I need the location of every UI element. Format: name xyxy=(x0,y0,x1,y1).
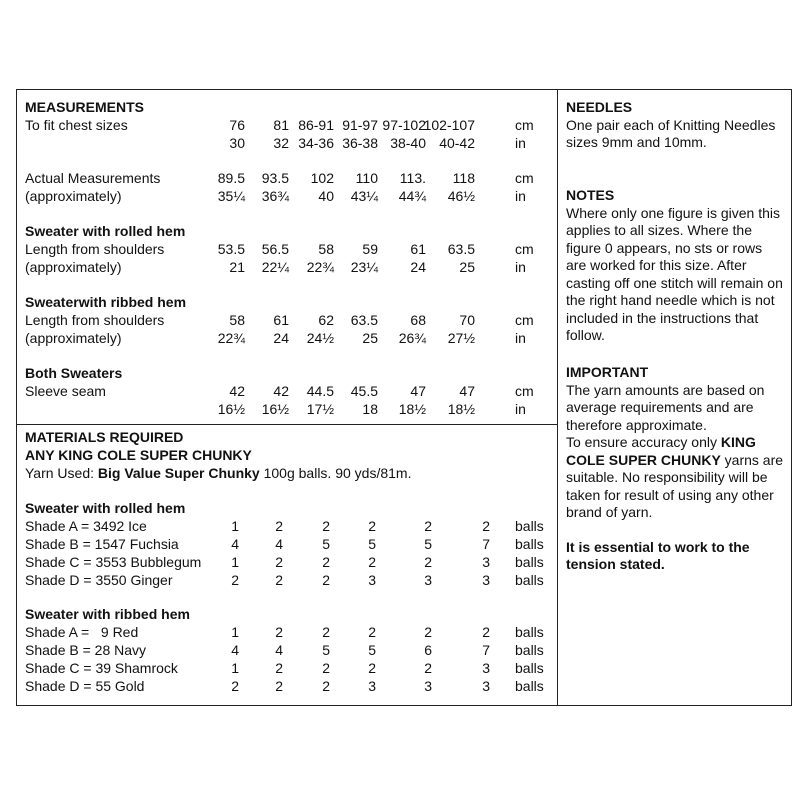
actual-cm-value: 113. xyxy=(399,170,426,186)
ribbed-ball-count: 4 xyxy=(231,642,239,658)
rolled-unit: balls xyxy=(515,518,544,534)
ribbed-shade-label: Shade D = 55 Gold xyxy=(25,678,145,694)
rolled-ball-count: 1 xyxy=(231,518,239,534)
ribbed-in-value: 24 xyxy=(273,330,289,346)
chest-in-value: 40-42 xyxy=(439,135,475,151)
rolled-length-label: Length from shoulders xyxy=(25,241,165,257)
rolled-in-value: 22¼ xyxy=(261,259,289,275)
ribbed-in-value: 27½ xyxy=(447,330,475,346)
ribbed-ball-count: 2 xyxy=(424,624,432,640)
section-divider xyxy=(16,424,557,425)
ribbed-in-value: 24½ xyxy=(306,330,334,346)
rolled-cm-value: 58 xyxy=(318,241,334,257)
chest-in-unit: in xyxy=(515,135,526,151)
chest-cm-value: 97-102 xyxy=(382,117,426,133)
ribbed-ball-count: 2 xyxy=(275,624,283,640)
chest-cm-value: 91-97 xyxy=(342,117,378,133)
needles-section xyxy=(566,99,786,152)
actual-in-value: 46½ xyxy=(447,188,475,204)
actual-cm-value: 93.5 xyxy=(261,170,289,186)
actual-cm-value: 110 xyxy=(355,170,378,186)
rolled-unit: balls xyxy=(515,536,544,552)
important-text: The yarn amounts are based on average requirements and are therefore approximate. xyxy=(566,381,765,433)
ribbed-in-value: 22¾ xyxy=(217,330,245,346)
spacer xyxy=(566,522,786,539)
ribbed-ball-count: 2 xyxy=(424,660,432,676)
rolled-ball-count: 2 xyxy=(368,518,376,534)
actual-in-unit: in xyxy=(515,188,526,204)
ribbed-ball-count: 2 xyxy=(368,660,376,676)
rolled-ball-count: 2 xyxy=(424,554,432,570)
sleeve-in-value: 18½ xyxy=(447,401,475,417)
sleeve-cm-value: 42 xyxy=(273,383,289,399)
rolled-shade-label: Shade A = 3492 Ice xyxy=(25,518,147,534)
ribbed-ball-count: 6 xyxy=(424,642,432,658)
ribbed-ball-count: 2 xyxy=(368,624,376,640)
ribbed-ball-count: 3 xyxy=(368,678,376,694)
rolled-ball-count: 5 xyxy=(368,536,376,552)
rolled-ball-count: 5 xyxy=(424,536,432,552)
rolled-ball-count: 4 xyxy=(275,536,283,552)
ribbed-ball-count: 3 xyxy=(482,660,490,676)
rolled-unit: balls xyxy=(515,554,544,570)
ribbed-shade-label: Shade A = 9 Red xyxy=(25,624,139,640)
actual-cm-value: 102 xyxy=(310,170,334,186)
rolled-ball-count: 7 xyxy=(482,536,490,552)
rolled-cm-value: 56.5 xyxy=(261,241,289,257)
rolled-in-value: 25 xyxy=(459,259,475,275)
rolled-ball-count: 2 xyxy=(424,518,432,534)
rolled-ball-count: 2 xyxy=(231,572,239,588)
ribbed-shade-label: Shade B = 28 Navy xyxy=(25,642,147,658)
rolled-in-value: 24 xyxy=(410,259,426,275)
needles-title: NEEDLES xyxy=(566,99,633,115)
sleeve-cm-value: 47 xyxy=(459,383,475,399)
ribbed-cm-value: 61 xyxy=(273,312,289,328)
rolled-shade-label: Shade C = 3553 Bubblegum xyxy=(25,554,202,570)
ribbed-ball-count: 2 xyxy=(231,678,239,694)
rolled-approx-label: (approximately) xyxy=(25,259,122,275)
accuracy-suffix: yarns are suitable. No responsibility will be taken for result of using any other brand of yarn. xyxy=(566,451,784,520)
brand-name: KING COLE SUPER CHUNKY xyxy=(566,434,756,468)
rolled-ball-count: 3 xyxy=(368,572,376,588)
rolled-ball-count: 2 xyxy=(275,554,283,570)
sleeve-cm-unit: cm xyxy=(515,383,534,399)
measurements-title: MEASUREMENTS xyxy=(25,99,145,115)
rolled-in-value: 22¾ xyxy=(306,259,334,275)
chest-in-value: 34-36 xyxy=(298,135,334,151)
rolled-cm-value: 53.5 xyxy=(217,241,245,257)
important-section xyxy=(566,364,786,574)
sleeve-in-unit: in xyxy=(515,401,526,417)
ribbed-ball-count: 2 xyxy=(275,678,283,694)
sleeve-cm-value: 42 xyxy=(229,383,245,399)
chest-cm-value: 81 xyxy=(273,117,289,133)
yarn-name: Big Value Super Chunky xyxy=(97,465,260,481)
rolled-shade-label: Shade B = 1547 Fuchsia xyxy=(25,536,179,552)
sleeve-cm-value: 47 xyxy=(410,383,426,399)
ribbed-ball-count: 2 xyxy=(275,660,283,676)
materials-subtitle: ANY KING COLE SUPER CHUNKY xyxy=(25,447,252,463)
ribbed-in-value: 26¾ xyxy=(398,330,426,346)
materials-ribbed-title: Sweater with ribbed hem xyxy=(25,606,190,622)
notes-title: NOTES xyxy=(566,187,615,203)
ribbed-ball-count: 5 xyxy=(368,642,376,658)
actual-cm-value: 118 xyxy=(452,170,475,186)
ribbed-ball-count: 1 xyxy=(231,624,239,640)
rolled-ball-count: 3 xyxy=(424,572,432,588)
ribbed-cm-value: 68 xyxy=(410,312,426,328)
actual-cm-value: 89.5 xyxy=(217,170,245,186)
yarn-used-line xyxy=(25,465,411,482)
ribbed-length-label: Length from shoulders xyxy=(25,312,165,328)
sleeve-in-value: 18½ xyxy=(398,401,426,417)
rolled-ball-count: 2 xyxy=(368,554,376,570)
chest-cm-value: 102-107 xyxy=(423,117,475,133)
ribbed-ball-count: 7 xyxy=(482,642,490,658)
rolled-cm-value: 61 xyxy=(410,241,426,257)
chest-in-value: 36-38 xyxy=(342,135,378,151)
rolled-ball-count: 3 xyxy=(482,572,490,588)
tension-warning: It is essential to work to the tension stated. xyxy=(566,538,750,572)
rolled-unit: balls xyxy=(515,572,544,588)
rolled-ball-count: 2 xyxy=(322,518,330,534)
yarn-used-prefix: Yarn Used: xyxy=(25,465,98,481)
important-accuracy-text xyxy=(566,434,786,522)
chest-in-value: 38-40 xyxy=(390,135,426,151)
chest-cm-unit: cm xyxy=(515,117,534,133)
sleeve-cm-value: 45.5 xyxy=(350,383,378,399)
rolled-ball-count: 1 xyxy=(231,554,239,570)
ribbed-cm-value: 63.5 xyxy=(350,312,378,328)
rolled-ball-count: 2 xyxy=(275,518,283,534)
ribbed-unit: balls xyxy=(515,642,544,658)
rolled-cm-value: 63.5 xyxy=(447,241,475,257)
ribbed-hem-title: Sweaterwith ribbed hem xyxy=(25,294,187,310)
rolled-in-unit: in xyxy=(515,259,526,275)
rolled-ball-count: 5 xyxy=(322,536,330,552)
actual-approx-label: (approximately) xyxy=(25,188,122,204)
rolled-ball-count: 2 xyxy=(482,518,490,534)
rolled-ball-count: 2 xyxy=(275,572,283,588)
sleeve-in-value: 18 xyxy=(362,401,378,417)
rolled-cm-value: 59 xyxy=(362,241,378,257)
chest-cm-value: 76 xyxy=(229,117,245,133)
actual-in-value: 43¼ xyxy=(350,188,378,204)
both-sweaters-title: Both Sweaters xyxy=(25,365,123,381)
ribbed-cm-value: 58 xyxy=(229,312,245,328)
ribbed-unit: balls xyxy=(515,678,544,694)
ribbed-ball-count: 4 xyxy=(275,642,283,658)
ribbed-in-unit: in xyxy=(515,330,526,346)
rolled-in-value: 21 xyxy=(229,259,245,275)
important-title: IMPORTANT xyxy=(566,364,649,380)
ribbed-cm-value: 62 xyxy=(318,312,334,328)
ribbed-ball-count: 2 xyxy=(322,678,330,694)
needles-text: One pair each of Knitting Needles sizes 9mm and 10mm. xyxy=(566,116,776,150)
actual-in-value: 40 xyxy=(318,188,334,204)
notes-text: Where only one figure is given this applies to all sizes. Where the figure 0 appears, no sts or rows are worked for this size. After casting off one stitch will remain on the right hand needle which is not included in the instructions that follow. xyxy=(566,204,783,343)
notes-section xyxy=(566,187,786,345)
actual-in-value: 35¼ xyxy=(217,188,245,204)
rolled-in-value: 23¼ xyxy=(350,259,378,275)
sleeve-in-value: 16½ xyxy=(217,401,245,417)
ribbed-ball-count: 2 xyxy=(322,660,330,676)
column-divider xyxy=(557,89,558,706)
materials-title: MATERIALS REQUIRED xyxy=(25,429,184,445)
materials-rolled-title: Sweater with rolled hem xyxy=(25,500,186,516)
sleeve-cm-value: 44.5 xyxy=(306,383,334,399)
chest-label: To fit chest sizes xyxy=(25,117,128,133)
ribbed-shade-label: Shade C = 39 Shamrock xyxy=(25,660,178,676)
actual-in-value: 44¾ xyxy=(398,188,426,204)
rolled-shade-label: Shade D = 3550 Ginger xyxy=(25,572,173,588)
actual-cm-unit: cm xyxy=(515,170,534,186)
ribbed-ball-count: 3 xyxy=(482,678,490,694)
actual-label: Actual Measurements xyxy=(25,170,161,186)
yarn-used-suffix: 100g balls. 90 yds/81m. xyxy=(259,465,412,481)
rolled-cm-unit: cm xyxy=(515,241,534,257)
sleeve-in-value: 17½ xyxy=(306,401,334,417)
rolled-ball-count: 4 xyxy=(231,536,239,552)
ribbed-ball-count: 2 xyxy=(322,624,330,640)
sleeve-seam-label: Sleeve seam xyxy=(25,383,106,399)
actual-in-value: 36¾ xyxy=(261,188,289,204)
ribbed-unit: balls xyxy=(515,624,544,640)
chest-in-value: 30 xyxy=(229,135,245,151)
ribbed-in-value: 25 xyxy=(362,330,378,346)
ribbed-ball-count: 1 xyxy=(231,660,239,676)
ribbed-unit: balls xyxy=(515,660,544,676)
ribbed-ball-count: 5 xyxy=(322,642,330,658)
chest-cm-value: 86-91 xyxy=(298,117,334,133)
ribbed-cm-value: 70 xyxy=(459,312,475,328)
rolled-ball-count: 2 xyxy=(322,572,330,588)
accuracy-prefix: To ensure accuracy only xyxy=(566,434,721,450)
ribbed-ball-count: 2 xyxy=(482,624,490,640)
ribbed-cm-unit: cm xyxy=(515,312,534,328)
chest-in-value: 32 xyxy=(273,135,289,151)
rolled-ball-count: 2 xyxy=(322,554,330,570)
ribbed-approx-label: (approximately) xyxy=(25,330,122,346)
ribbed-ball-count: 3 xyxy=(424,678,432,694)
sleeve-in-value: 16½ xyxy=(261,401,289,417)
rolled-ball-count: 3 xyxy=(482,554,490,570)
rolled-hem-title: Sweater with rolled hem xyxy=(25,223,186,239)
